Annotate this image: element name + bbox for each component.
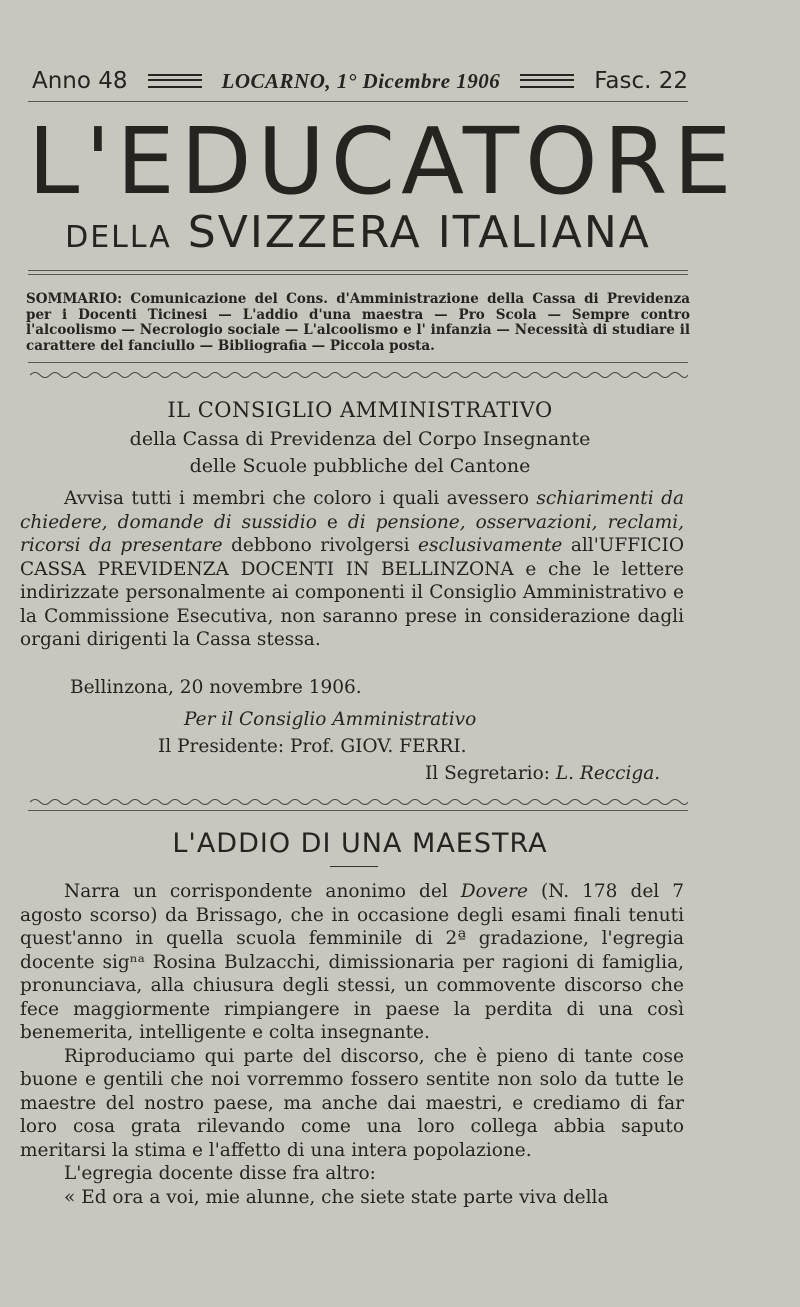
notice-heading: IL CONSIGLIO AMMINISTRATIVO <box>167 398 553 422</box>
notice-subheading-1: della Cassa di Previdenza del Corpo Insegnante <box>129 428 591 450</box>
issue-year: Anno 48 <box>32 68 128 94</box>
summary-text: : Comunicazione del Cons. d'Amministrazione della Cassa di Previdenza per i Docenti Ticinesi — L'addio d'una maestra — Pro Scola — Sempre contro l'alcoolismo — Necrologio sociale — L'alcoolismo e l' infanzia — Necessità di studiare il carattere del fanciullo — Bibliografia — Piccola posta. <box>26 291 690 354</box>
summary-rule <box>28 362 688 363</box>
article-paragraph-2: Riproduciamo qui parte del discorso, che è pieno di tante cose buone e gentili che noi vorremmo fossero sentite non solo da tutte le maestre del nostro paese, ma anche dai maestri, e crediamo di far loro cosa grata rilevando come una loro collega abbia saputo meritarsi la stima e l'affetto di una intera popolazione. <box>20 1045 684 1161</box>
notice-italic-2: di pensione, osservazioni, reclami, ricorsi da presentare <box>20 511 685 556</box>
article-body <box>20 880 684 1209</box>
notice-paragraph <box>20 487 684 652</box>
notice-text-d: all'UFFICIO CASSA PREVIDENZA DOCENTI IN BELLINZONA e che le lettere indirizzate personalmente ai componenti il Consiglio Amministrativo e la Commissione Esecutiva, non saranno prese in considerazione dagli organi dirigenti la Cassa stessa. <box>20 535 685 650</box>
masthead-rule-top <box>28 270 688 271</box>
notice-body <box>20 487 684 652</box>
summary-label: SOMMARIO <box>26 291 118 307</box>
header-rule <box>28 101 688 102</box>
wavy-divider-2 <box>30 797 688 807</box>
masthead-rule-bottom <box>28 274 688 275</box>
masthead-subtitle <box>28 206 688 265</box>
article-p1-text-a: Narra un corrispondente anonimo del <box>64 881 461 902</box>
masthead-subtitle-prefix: DELLA <box>65 220 172 255</box>
notice-text-c: debbono rivolgersi <box>222 535 419 556</box>
notice-per: Per il Consiglio Amministrativo <box>184 709 477 730</box>
notice-italic-1: schiarimenti da chiedere, domande di sussidio <box>20 488 684 533</box>
notice-text-a: Avvisa tutti i membri che coloro i quali avessero <box>64 488 537 509</box>
masthead-title: L'EDUCATORE <box>28 108 738 215</box>
triple-rule-right <box>520 74 574 88</box>
notice-text-b: e <box>316 511 348 533</box>
article-paragraph-4: « Ed ora a voi, mie alunne, che siete state parte viva della <box>64 1186 609 1208</box>
article-paragraph-1 <box>20 880 684 1045</box>
summary <box>26 292 690 354</box>
notice-italic-3: esclusivamente <box>418 535 563 556</box>
article-p1-text-b: (N. 178 del 7 agosto scorso) da Brissago, che in occasione degli esami finali tenuti quest'anno in quella scuola femminile di 2ª gradazione, l'egregia docente sigⁿᵃ Rosina Bulzacchi, dimissionaria per ragioni di famiglia, pronunciava, alla chiusura degli stessi, un commovente discorso che fece maggiormente rimpiangere in paese la perdita di una così benemerita, intelligente e colta insegnante. <box>20 881 684 1043</box>
triple-rule-left <box>148 74 202 88</box>
article-heading: L'ADDIO DI UNA MAESTRA <box>172 828 548 859</box>
issue-place-date: LOCARNO, 1° Dicembre 1906 <box>221 68 501 93</box>
masthead-subtitle-text: SVIZZERA ITALIANA <box>187 207 651 258</box>
secretary-label: Il Segretario: <box>425 763 556 784</box>
notice-secretary <box>425 762 695 786</box>
notice-date: Bellinzona, 20 novembre 1906. <box>70 677 362 698</box>
article-heading-rule <box>330 866 378 867</box>
issue-fascicle: Fasc. 22 <box>594 68 688 94</box>
notice-president: Il Presidente: Prof. GIOV. FERRI. <box>158 736 467 757</box>
article-p1-italic: Dovere <box>460 881 528 902</box>
wavy-divider-1 <box>30 370 688 380</box>
article-paragraph-3: L'egregia docente disse fra altro: <box>64 1163 376 1184</box>
notice-subheading-2: delle Scuole pubbliche del Cantone <box>189 455 531 477</box>
article-rule <box>28 810 688 811</box>
issue-header <box>32 64 688 98</box>
secretary-name: L. Rессіga. <box>555 763 661 784</box>
